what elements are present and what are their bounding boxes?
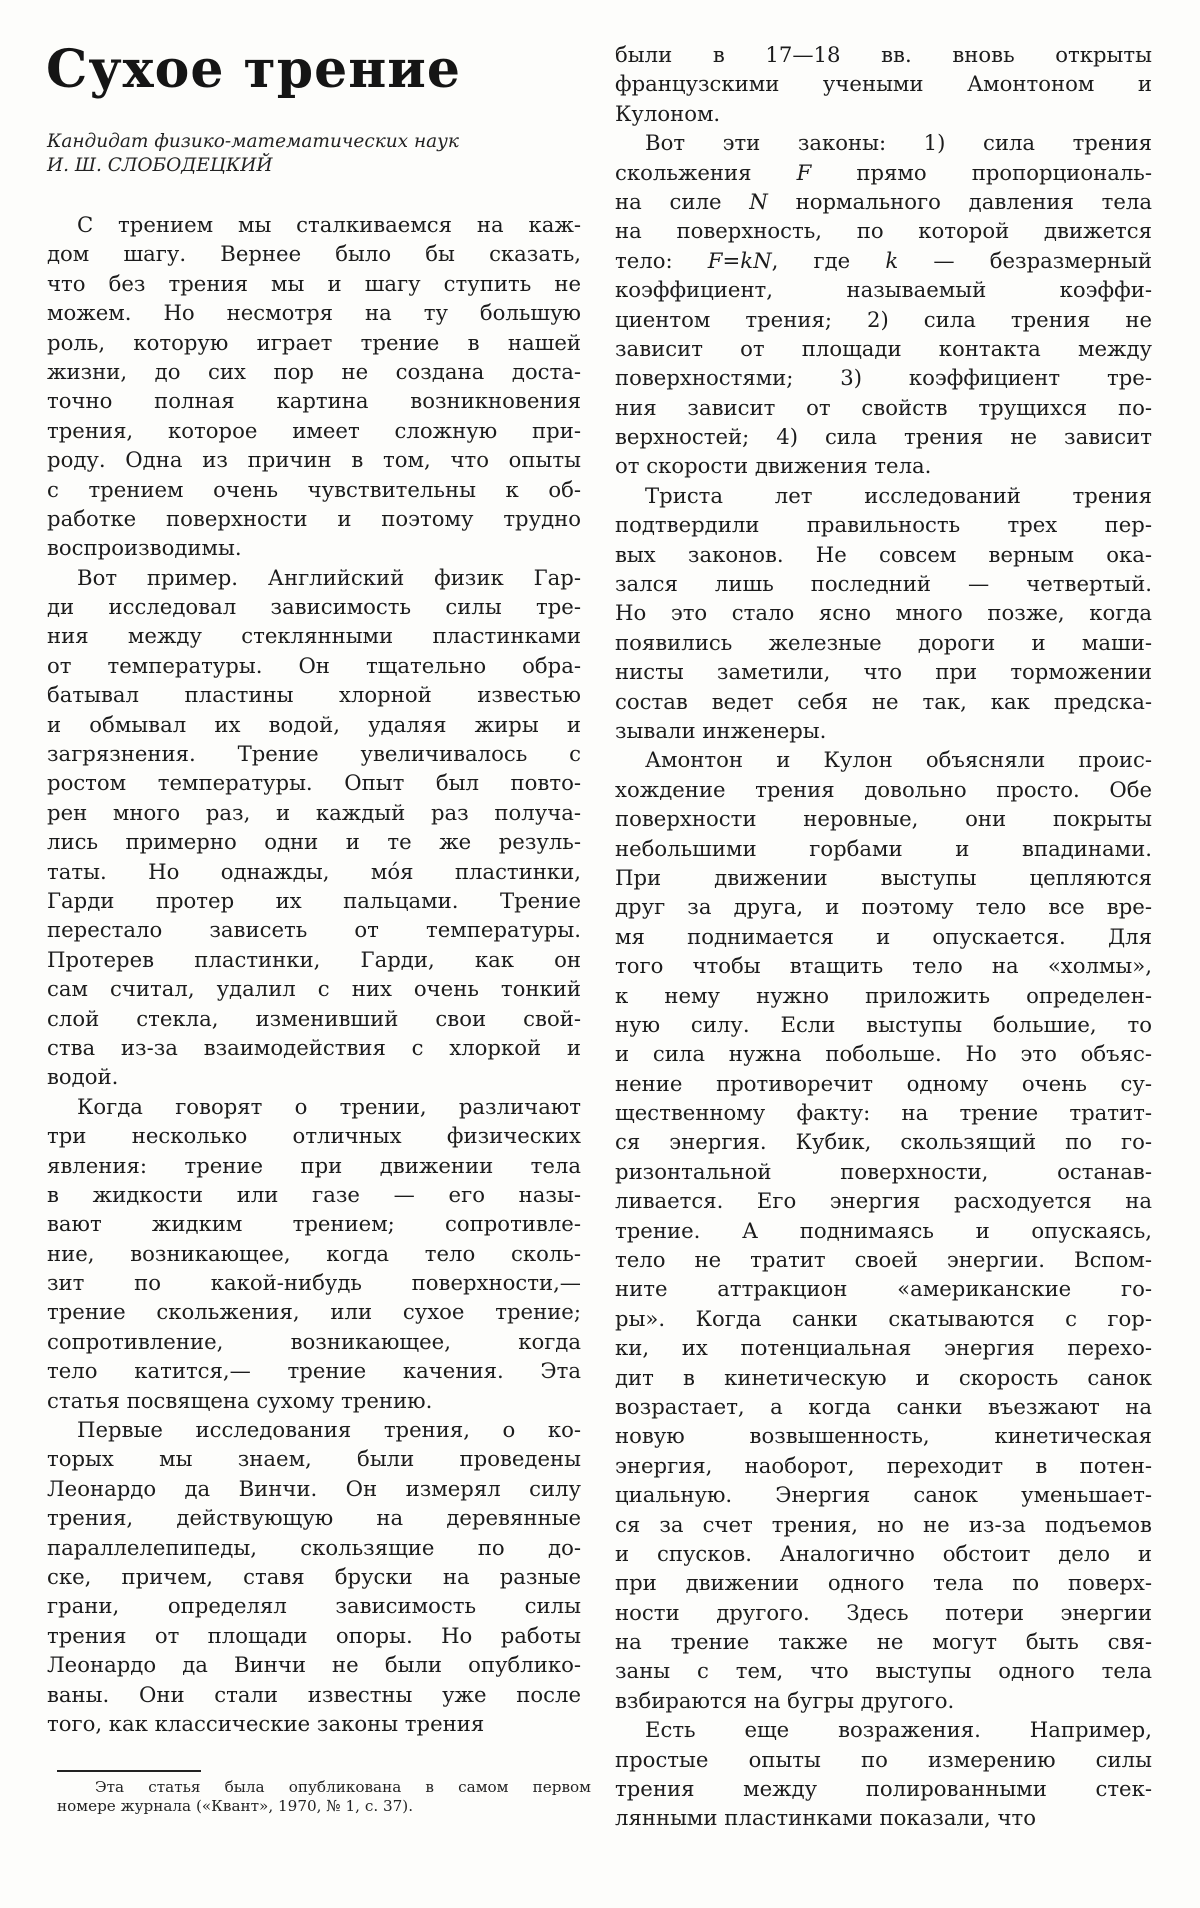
paragraph: [47, 1415, 581, 1738]
text-line: тело катится,— трение качения. Эта: [47, 1358, 581, 1384]
text-line: от скорости движения тела.: [615, 453, 932, 479]
text-line: ки, их потенциальная энергия перехо-: [615, 1335, 1152, 1361]
text-line: поверхностями; 3) коэффициент тре-: [615, 365, 1152, 391]
text-line: Есть еще возражения. Например,: [645, 1717, 1152, 1743]
text-line: ства из-за взаимодействия с хлоркой и: [47, 1034, 581, 1060]
text-line: При движении выступы цепляются: [615, 864, 1152, 890]
text-line: трение. А поднимаясь и опускаясь,: [615, 1217, 1152, 1243]
text-line: Триста лет исследований трения: [645, 482, 1152, 508]
text-line: зался лишь последний — четвертый.: [615, 571, 1152, 597]
text-line: небольшими горбами и впадинами.: [615, 835, 1152, 861]
text-line: простые опыты по измерению силы: [615, 1746, 1152, 1772]
text-line: Амонтон и Кулон объясняли проис-: [645, 747, 1152, 773]
text-line: верхностей; 4) сила трения не зависит: [615, 424, 1152, 450]
text-line: лись примерно одни и те же резуль-: [47, 829, 581, 855]
text-line: ния между стеклянными пластинками: [47, 623, 581, 649]
text-line: трения, которое имеет сложную при-: [47, 417, 581, 443]
text-line: ске, причем, ставя бруски на разные: [47, 1563, 581, 1589]
text-line: на поверхность, по которой движется: [615, 218, 1152, 244]
footnote-line: Эта статья была опубликована в самом первом: [95, 1778, 591, 1796]
text-line: вают жидким трением; сопротивле-: [47, 1211, 581, 1237]
text-line: ростом температуры. Опыт был повто-: [47, 770, 581, 796]
text-line: ся за счет трения, но не из-за подъемов: [615, 1511, 1152, 1537]
author-credential: Кандидат физико-математических наук: [47, 131, 459, 152]
text-line: появились железные дороги и маши-: [615, 629, 1152, 655]
text-line: трения, действующую на деревянные: [47, 1505, 581, 1531]
text-line: нисты заметили, что при торможении: [615, 659, 1152, 685]
text-line: трения между полированными стек-: [615, 1776, 1152, 1802]
text-line: явления: трение при движении тела: [47, 1152, 581, 1178]
text-line: лянными пластинками показали, что: [615, 1805, 1036, 1831]
text-line: ности другого. Здесь потери энергии: [615, 1599, 1152, 1625]
text-line: Вот пример. Английский физик Гар-: [77, 564, 581, 590]
text-line: водой.: [47, 1064, 119, 1090]
text-line: батывал пластины хлорной известью: [47, 682, 581, 708]
text-line: энергия, наоборот, переходит в потен-: [615, 1452, 1152, 1478]
footnote-divider: [57, 1770, 201, 1772]
byline: [47, 130, 587, 178]
text-line: друг за друга, и поэтому тело все вре-: [615, 894, 1152, 920]
footnote-line: номере журнала («Квант», 1970, № 1, с. 37).: [57, 1797, 414, 1815]
paragraph: [615, 481, 1152, 746]
text-line: ваны. Они стали известны уже после: [47, 1681, 581, 1707]
text-line: возрастает, а когда санки въезжают на: [615, 1393, 1152, 1419]
text-line: циентом трения; 2) сила трения не: [615, 306, 1152, 332]
text-line: скольжения F прямо пропорциональ-: [615, 159, 1152, 185]
text-line: ди исследовал зависимость силы тре-: [47, 594, 581, 620]
text-line: от температуры. Он тщательно обра-: [47, 652, 581, 678]
text-line: и обмывал их водой, удаляя жиры и: [47, 711, 581, 737]
paragraph: [615, 128, 1152, 481]
paragraph: [615, 1715, 1152, 1833]
text-line: ния зависит от свойств трущихся по-: [615, 394, 1152, 420]
left-column: [47, 210, 581, 1738]
text-line: загрязнения. Трение увеличивалось с: [47, 741, 581, 767]
text-line: зависит от площади контакта между: [615, 335, 1152, 361]
text-line: ливается. Его энергия расходуется на: [615, 1188, 1152, 1214]
text-line: поверхности неровные, они покрыты: [615, 806, 1152, 832]
text-line: Гарди протер их пальцами. Трение: [47, 887, 581, 913]
text-line: С трением мы сталкиваемся на каж-: [77, 212, 581, 237]
text-line: воспроизводимы.: [47, 535, 242, 561]
text-line: взбираются на бугры другого.: [615, 1687, 955, 1713]
text-line: слой стекла, изменивший свои свой-: [47, 1005, 581, 1031]
text-line: циальную. Энергия санок уменьшает-: [615, 1482, 1152, 1508]
text-line: жизни, до сих пор не создана доста-: [47, 358, 581, 384]
text-line: коэффициент, называемый коэффи-: [615, 277, 1152, 303]
text-line: роль, которую играет трение в нашей: [47, 329, 581, 355]
text-line: заны с тем, что выступы одного тела: [615, 1658, 1152, 1684]
text-line: ризонтальной поверхности, останав-: [615, 1158, 1152, 1184]
text-line: на трение также не могут быть свя-: [615, 1629, 1152, 1655]
text-line: работке поверхности и поэтому трудно: [47, 505, 581, 531]
text-line: французскими учеными Амонтоном и: [615, 71, 1152, 97]
text-line: ную силу. Если выступы большие, то: [615, 1011, 1152, 1037]
text-line: зит по какой-нибудь поверхности,—: [47, 1270, 581, 1296]
text-line: ните аттракцион «американские го-: [615, 1276, 1152, 1302]
text-line: ся энергия. Кубик, скользящий по го-: [615, 1129, 1152, 1155]
paragraph: [615, 745, 1152, 1715]
text-line: щественному факту: на трение тратит-: [615, 1100, 1152, 1126]
text-line: перестало зависеть от температуры.: [47, 917, 581, 943]
text-line: нение противоречит одному очень су-: [615, 1070, 1152, 1096]
text-line: того чтобы втащить тело на «холмы»,: [615, 953, 1152, 979]
right-column: [615, 40, 1152, 1833]
text-line: три несколько отличных физических: [47, 1123, 581, 1149]
text-line: того, как классические законы трения: [47, 1710, 485, 1736]
text-line: новую возвышенность, кинетическая: [615, 1423, 1152, 1449]
text-line: Но это стало ясно много позже, когда: [615, 600, 1152, 626]
text-line: при движении одного тела по поверх-: [615, 1570, 1152, 1596]
text-line: роду. Одна из причин в том, что опыты: [47, 447, 581, 473]
text-line: Когда говорят о трении, различают: [77, 1093, 581, 1119]
text-line: можем. Но несмотря на ту большую: [47, 300, 581, 326]
text-line: зывали инженеры.: [615, 717, 827, 743]
text-line: параллелепипеды, скользящие по до-: [47, 1534, 581, 1560]
text-line: тело не тратит своей энергии. Вспом-: [615, 1247, 1152, 1273]
text-line: сопротивление, возникающее, когда: [47, 1328, 581, 1354]
text-line: дит в кинетическую и скорость санок: [615, 1364, 1152, 1390]
paragraph: [47, 1092, 581, 1415]
text-line: сам считал, удалил с них очень тонкий: [47, 976, 581, 1002]
paragraph: [47, 210, 581, 563]
text-line: на силе N нормального давления тела: [615, 188, 1152, 214]
text-line: Леонардо да Винчи. Он измерял силу: [47, 1475, 581, 1501]
text-line: в жидкости или газе — его назы-: [47, 1181, 581, 1207]
text-line: с трением очень чувствительны к об-: [47, 476, 581, 502]
text-line: таты. Но однажды, мóя пластинки,: [47, 858, 581, 884]
text-line: рен много раз, и каждый раз получа-: [47, 799, 581, 825]
text-line: Первые исследования трения, о ко-: [77, 1417, 581, 1443]
text-line: и сила нужна побольше. Но это объяс-: [615, 1041, 1152, 1067]
text-line: грани, определял зависимость силы: [47, 1593, 581, 1619]
text-line: тело: F=kN, где k — безразмерный: [615, 247, 1153, 273]
text-line: торых мы знаем, были проведены: [47, 1446, 581, 1472]
text-line: мя поднимается и опускается. Для: [615, 923, 1152, 949]
author-name: И. Ш. СЛОБОДЕЦКИЙ: [47, 155, 273, 176]
text-line: дом шагу. Вернее было бы сказать,: [47, 241, 581, 267]
text-line: были в 17—18 вв. вновь открыты: [615, 42, 1152, 67]
text-line: подтвердили правильность трех пер-: [615, 512, 1152, 538]
text-line: ры». Когда санки скатываются с гор-: [615, 1305, 1152, 1331]
text-line: ние, возникающее, когда тело сколь-: [47, 1240, 581, 1266]
text-line: к нему нужно приложить определен-: [615, 982, 1152, 1008]
text-line: что без трения мы и шагу ступить не: [47, 270, 581, 296]
text-line: точно полная картина возникновения: [47, 388, 581, 414]
text-line: трения от площади опоры. Но работы: [47, 1622, 581, 1648]
text-line: трение скольжения, или сухое трение;: [47, 1299, 581, 1325]
text-line: и спусков. Аналогично обстоит дело и: [615, 1540, 1152, 1566]
text-line: хождение трения довольно просто. Обе: [615, 776, 1152, 802]
text-line: вых законов. Не совсем верным ока-: [615, 541, 1152, 567]
text-line: Кулоном.: [615, 100, 721, 126]
footnote: [57, 1778, 591, 1816]
text-line: Леонардо да Винчи не были опублико-: [47, 1652, 581, 1678]
article-title: Сухое трение: [46, 39, 461, 100]
paragraph: [47, 563, 581, 1092]
text-line: статья посвящена сухому трению.: [47, 1387, 433, 1413]
text-line: состав ведет себя не так, как предска-: [615, 688, 1152, 714]
paragraph: [615, 40, 1152, 128]
text-line: Вот эти законы: 1) сила трения: [645, 130, 1152, 156]
text-line: Протерев пластинки, Гарди, как он: [47, 946, 581, 972]
